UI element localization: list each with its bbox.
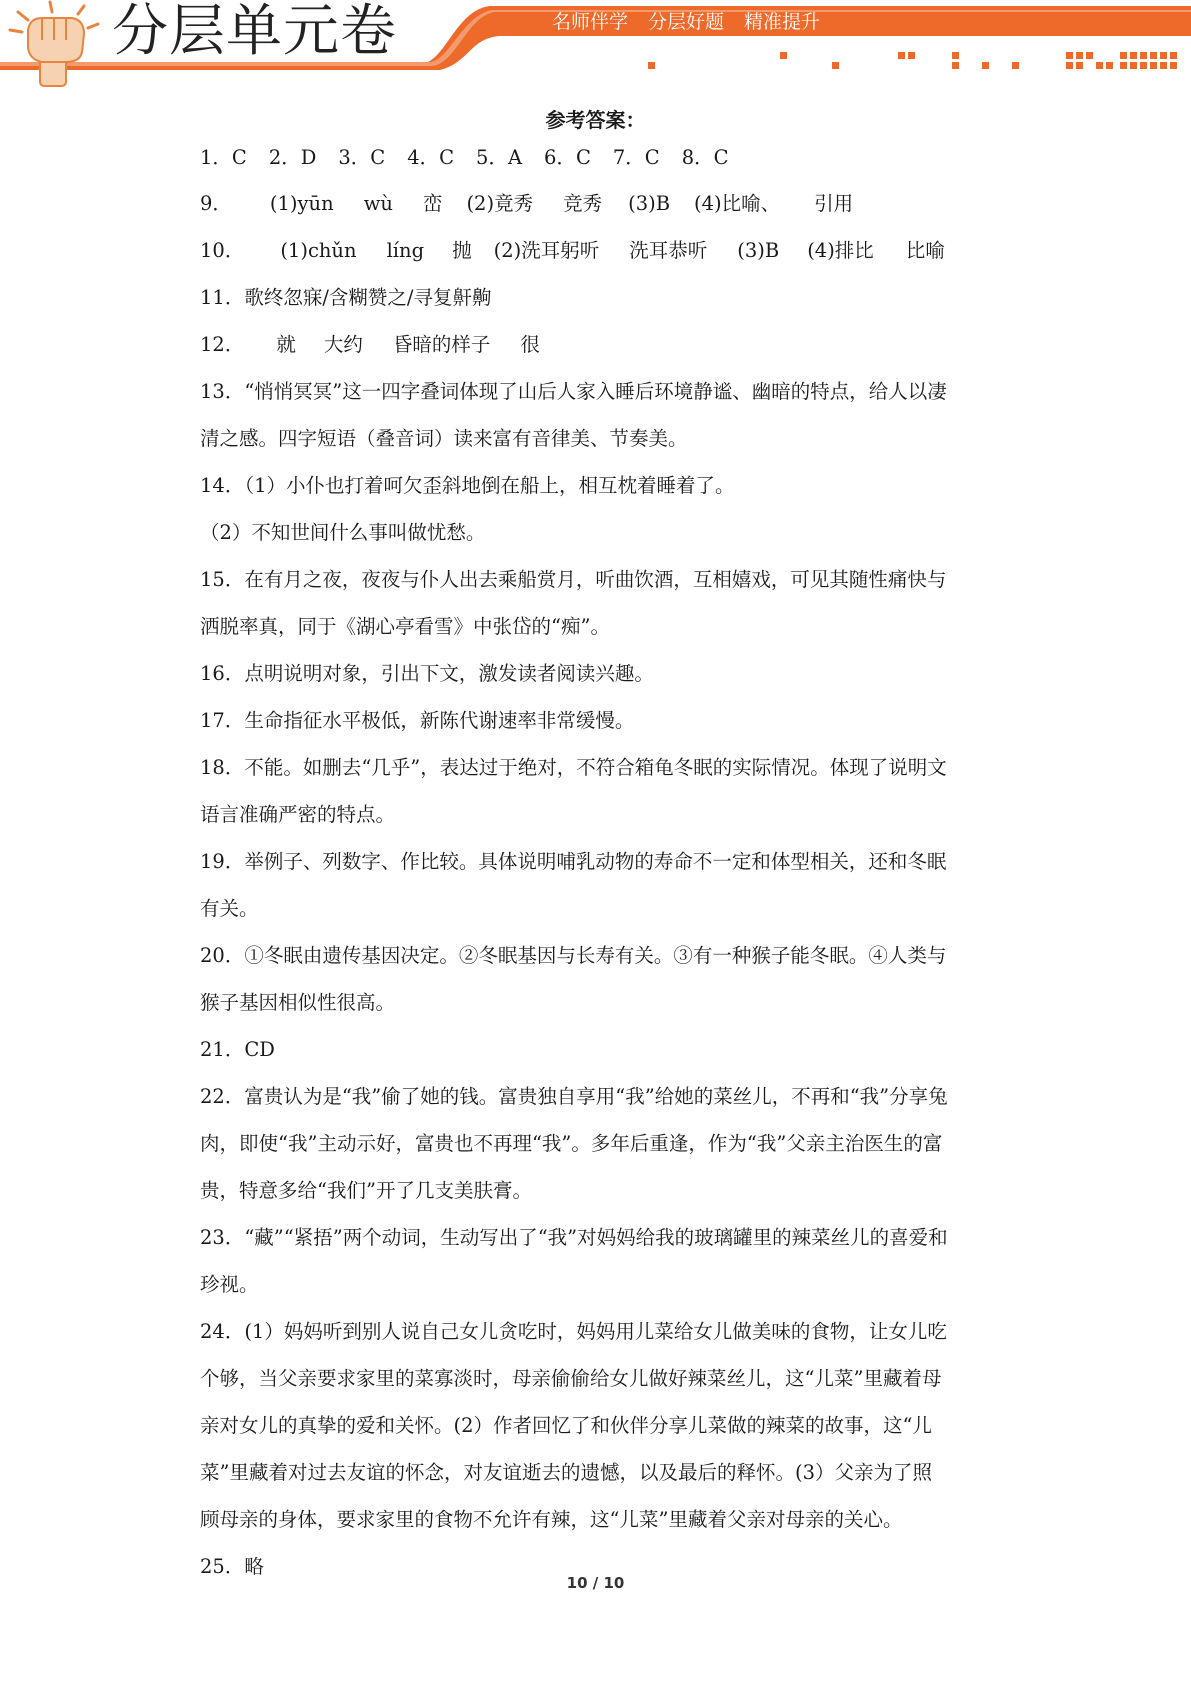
answer-line: 22．富贵认为是“我”偷了她的钱。富贵独自享用“我”给她的菜丝儿，不再和“我”分享兔: [200, 1085, 948, 1108]
answer-line: 个够，当父亲要求家里的菜寡淡时，母亲偷偷给女儿做好辣菜丝儿，这“儿菜”里藏着母: [200, 1367, 942, 1390]
mc-answer: 7．C: [612, 146, 660, 169]
answer-part: 很: [520, 333, 540, 356]
mc-answer: 8．C: [681, 146, 729, 169]
mc-answers: [200, 143, 751, 173]
answer-line: 有关。: [200, 897, 259, 920]
answer-part: (3)B: [628, 192, 671, 215]
answer-line: 肉，即使“我”主动示好，富贵也不再理“我”。多年后重逢，作为“我”父亲主治医生的富: [200, 1132, 943, 1155]
answer-12: [200, 330, 540, 360]
question-number: 10．: [200, 239, 245, 262]
answer-part: (2)竟秀: [466, 192, 534, 215]
answer-line: 19．举例子、列数字、作比较。具体说明哺乳动物的寿命不一定和体型相关，还和冬眠: [200, 850, 947, 873]
answer-part: wù: [363, 192, 393, 215]
answer-line: 语言准确严密的特点。: [200, 803, 396, 826]
answer-line: 21．CD: [200, 1038, 275, 1061]
answer-line: 亲对女儿的真挚的爱和关怀。(2）作者回忆了和伙伴分享儿菜做的辣菜的故事，这“儿: [200, 1414, 932, 1437]
answer-part: (4)排比: [807, 239, 874, 262]
mc-answer: 2．D: [268, 146, 317, 169]
answer-line: 珍视。: [200, 1273, 259, 1296]
slogan-item: 分层好题: [648, 11, 725, 33]
answer-part: (2)洗耳躬听: [493, 239, 600, 262]
answer-line: 贵，特意多给“我们”开了几支美肤膏。: [200, 1179, 532, 1202]
answer-part: 洗耳恭听: [629, 239, 708, 262]
mc-answer: 3．C: [338, 146, 386, 169]
answer-line: 菜”里藏着对过去友谊的怀念，对友谊逝去的遗憾，以及最后的释怀。(3）父亲为了照: [200, 1461, 932, 1484]
mc-answer: 6．C: [544, 146, 591, 169]
answer-9: [200, 189, 853, 219]
answer-line: 猴子基因相似性很高。: [200, 991, 396, 1014]
answer-part: (4)比喻、: [694, 192, 781, 215]
answer-part: 引用: [814, 192, 854, 215]
answer-part: 就: [276, 333, 296, 356]
answer-line: 16．点明说明对象，引出下文，激发读者阅读兴趣。: [200, 662, 654, 685]
answer-line: 15．在有月之夜，夜夜与仆人出去乘船赏月，听曲饮酒，互相嬉戏，可见其随性痛快与: [200, 568, 947, 591]
answer-line: 14．（1）小仆也打着呵欠歪斜地倒在船上，相互枕着睡着了。: [200, 474, 735, 497]
answer-part: 峦: [422, 192, 443, 215]
answer-line: 顾母亲的身体，要求家里的食物不允许有辣，这“儿菜”里藏着父亲对母亲的关心。: [200, 1508, 903, 1531]
mc-answer: 1．C: [200, 146, 247, 169]
answer-part: 大约: [323, 333, 363, 356]
answer-line: 洒脱率真，同于《湖心亭看雪》中张岱的“痴”。: [200, 615, 610, 638]
answer-line: 清之感。四字短语（叠音词）读来富有音律美、节奏美。: [200, 427, 688, 450]
answer-part: 比喻: [905, 239, 945, 262]
decorative-dots: [0, 0, 1191, 80]
answer-line: （2）不知世间什么事叫做忧愁。: [200, 521, 486, 544]
slogan-item: 精准提升: [744, 11, 821, 33]
answer-11: 11．歌终忽寐/含糊赞之/寻复鼾齁: [200, 286, 492, 309]
answer-part: 抛: [452, 239, 472, 262]
answer-line: 25．略: [200, 1555, 264, 1578]
page-header: [0, 0, 1191, 80]
page-number: 10 / 10: [566, 1574, 625, 1592]
answer-part: (3)B: [737, 239, 780, 262]
answer-part: (1)yūn: [269, 192, 334, 215]
answer-part: líng: [386, 239, 425, 262]
answer-line: 13．“悄悄冥冥”这一四字叠词体现了山后人家入睡后环境静谧、幽暗的特点，给人以凄: [200, 380, 947, 403]
question-number: 12．: [200, 333, 245, 356]
answer-part: (1)chǔn: [280, 239, 357, 262]
answer-part: 竞秀: [563, 192, 603, 215]
answer-line: 18．不能。如删去“几乎”，表达过于绝对，不符合箱龟冬眠的实际情况。体现了说明文: [200, 756, 947, 779]
answer-line: 24．(1）妈妈听到别人说自己女儿贪吃时，妈妈用儿菜给女儿做美味的食物，让女儿吃: [200, 1320, 947, 1343]
answer-line: 20．①冬眠由遗传基因决定。②冬眠基因与长寿有关。③有一种猴子能冬眠。④人类与: [200, 944, 947, 967]
mc-answer: 4．C: [407, 146, 455, 169]
brand-title: 分层单元卷: [112, 0, 397, 64]
answer-title: 参考答案：: [545, 108, 646, 132]
answer-line: 23．“藏”“紧捂”两个动词，生动写出了“我”对妈妈给我的玻璃罐里的辣菜丝儿的喜爱和: [200, 1226, 948, 1249]
answer-line: 17．生命指征水平极低，新陈代谢速率非常缓慢。: [200, 709, 635, 732]
question-number: 9．: [200, 192, 232, 215]
mc-answer: 5．A: [476, 146, 523, 169]
answer-part: 昏暗的样子: [392, 333, 491, 356]
answer-10: [200, 236, 945, 266]
slogan-item: 名师伴学: [552, 11, 629, 33]
